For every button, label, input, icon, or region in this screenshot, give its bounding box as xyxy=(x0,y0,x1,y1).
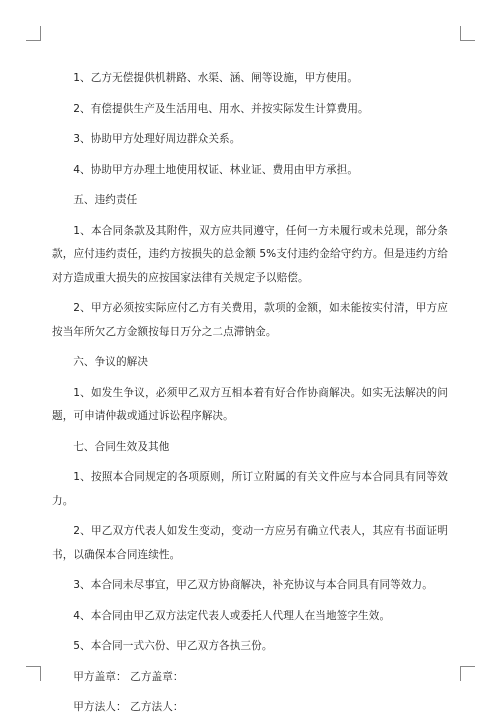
section-heading: 六、争议的解决 xyxy=(73,356,149,368)
clause-paragraph: 1、按照本合同规定的各项原则，所订立附属的有关文件应与本合同具有同等效力。 xyxy=(52,471,448,507)
clause-paragraph: 2、甲乙双方代表人如发生变动，变动一方应另有确立代表人，其应有书面证明书，以确保本合同连续性。 xyxy=(52,525,448,561)
clause-paragraph: 4、协助甲方办理土地使用权证、林业证、费用由甲方承担。 xyxy=(73,163,359,176)
crop-mark-bottom-left xyxy=(26,666,41,681)
signature-line-legal-rep: 甲方法人： 乙方法人： xyxy=(73,701,184,713)
clause-paragraph: 3、本合同未尽事宜，甲乙双方协商解决，补充协议与本合同具有同等效力。 xyxy=(73,579,433,591)
section-heading: 五、违约责任 xyxy=(73,194,138,206)
crop-mark-bottom-right xyxy=(460,666,475,681)
clause-paragraph: 2、甲方必须按实际应付乙方有关费用，款项的金额，如未能按实付清，甲方应按当年所欠乙方金额按每日万分之二点滞钠金。 xyxy=(52,302,448,338)
clause-paragraph: 4、本合同由甲乙双方法定代表人或委托人代理人在当地签字生效。 xyxy=(73,609,391,622)
crop-mark-top-right xyxy=(460,26,475,41)
clause-paragraph: 1、乙方无偿提供机耕路、水渠、涵、闸等设施，甲方使用。 xyxy=(73,72,359,84)
clause-paragraph: 5、本合同一式六份、甲乙双方各执三份。 xyxy=(73,640,273,652)
clause-paragraph: 1、本合同条款及其附件，双方应共同遵守，任何一方未履行或未兑现，部分条款，应付违约责任，违约方按损失的总金额 5%支付违约金给守约方。但是违约方给对方造成重大损失的应按国家法律有关规定予以赔偿。 xyxy=(52,224,448,284)
clause-paragraph: 2、有偿提供生产及生活用电、用水、并按实际发生计算费用。 xyxy=(73,102,369,115)
crop-mark-top-left xyxy=(26,26,41,41)
document-body xyxy=(52,67,448,727)
clause-paragraph: 1、如发生争议，必须甲乙双方互相本着有好合作协商解决。如实无法解决的问题，可申请仲裁或通过诉讼程序解决。 xyxy=(52,386,448,422)
clause-paragraph: 3、协助甲方处理好周边群众关系。 xyxy=(73,133,241,145)
signature-line-seal: 甲方盖章： 乙方盖章： xyxy=(73,670,184,683)
section-heading: 七、合同生效及其他 xyxy=(73,440,170,453)
